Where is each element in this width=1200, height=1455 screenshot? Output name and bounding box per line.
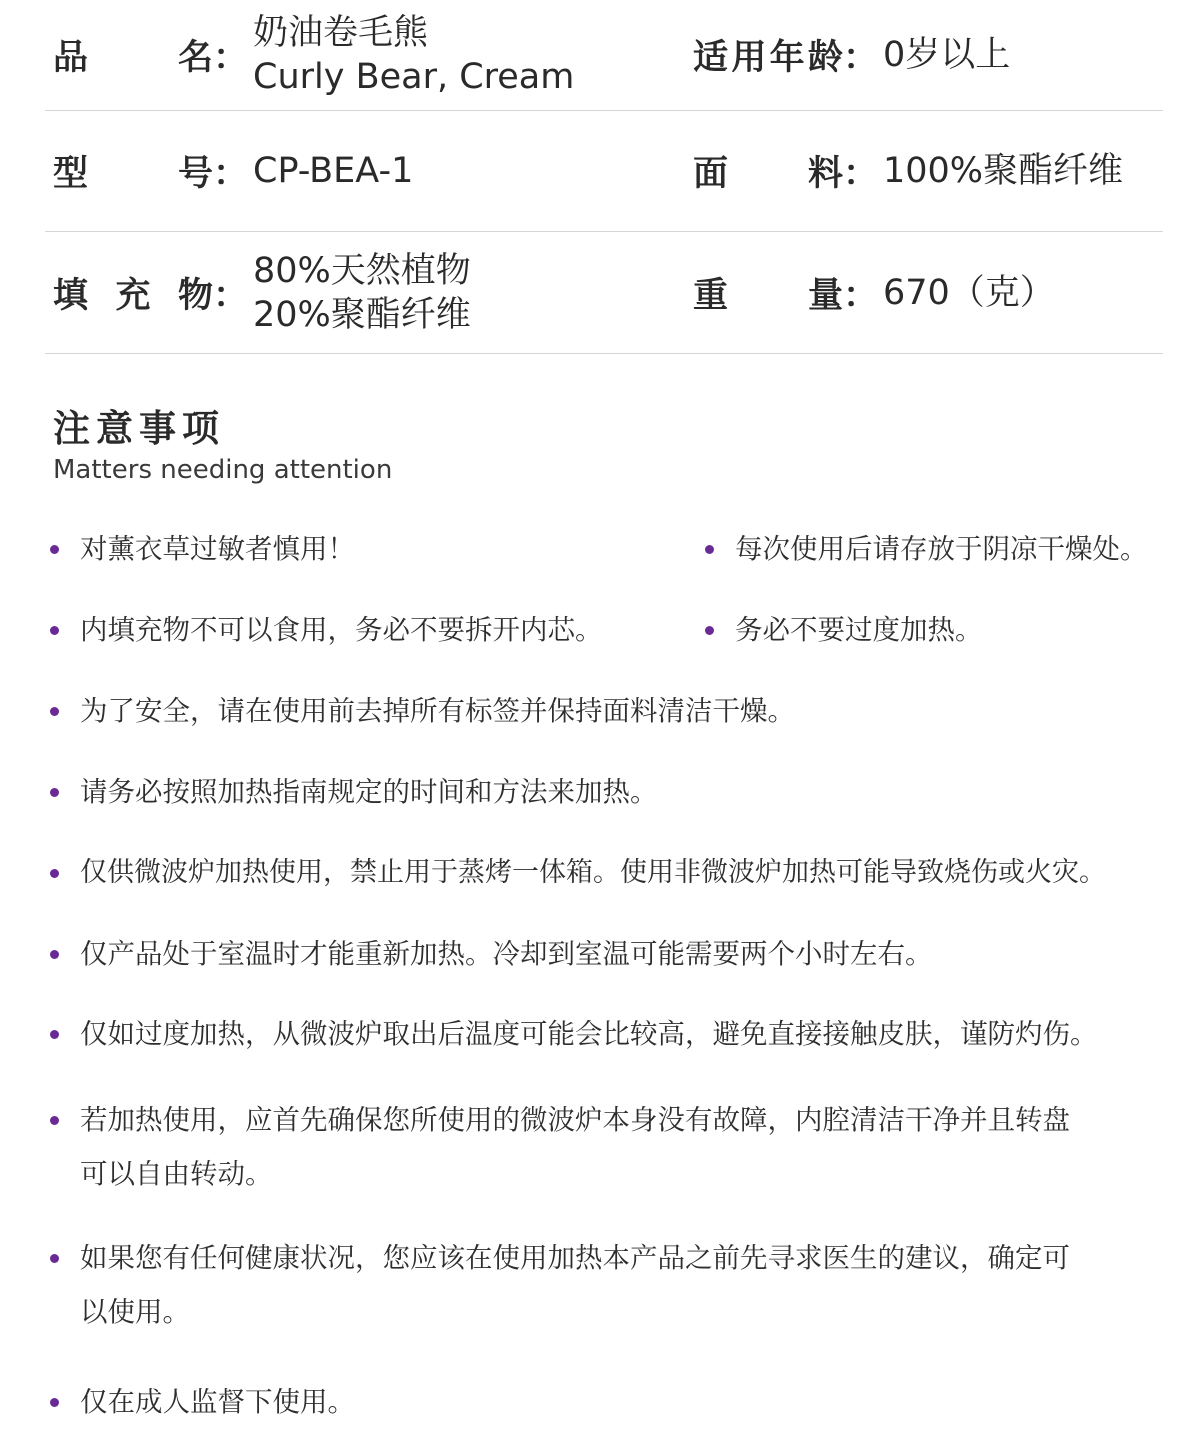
- spec-value-name: 奶油卷毛熊 Curly Bear, Cream: [253, 13, 575, 97]
- bullet-dot-icon: [50, 1254, 59, 1263]
- bullet-dot-icon: [50, 788, 59, 797]
- spec-label: 重 量: [693, 275, 843, 316]
- notes-title: 注意事项: [53, 407, 225, 450]
- bullet-dot-icon: [50, 1116, 59, 1125]
- spec-field-weight: [693, 232, 1055, 353]
- spec-field-model: [53, 111, 413, 231]
- spec-value-filling: 80%天然植物 20%聚酯纤维: [253, 250, 471, 335]
- spec-value-fabric: 100%聚酯纤维: [883, 151, 1124, 191]
- note-item: 内填充物不可以食用，务必不要拆开内芯。: [50, 603, 603, 657]
- spec-label: 型 号: [53, 154, 213, 194]
- spec-label: 品 名: [53, 38, 213, 78]
- note-item: 仅在成人监督下使用。: [50, 1375, 355, 1429]
- spec-colon: ：: [213, 38, 249, 78]
- bullet-dot-icon: [50, 707, 59, 716]
- spec-colon: ：: [843, 154, 879, 194]
- bullet-dot-icon: [705, 545, 714, 554]
- spec-row: [45, 111, 1163, 232]
- spec-label: 面 料: [693, 154, 843, 194]
- spec-value-age: 0岁以上: [883, 35, 1011, 75]
- note-item: 每次使用后请存放于阴凉干燥处。: [705, 522, 1148, 576]
- spec-table: [45, 0, 1163, 354]
- spec-label: 填 充 物: [53, 275, 213, 316]
- bullet-dot-icon: [50, 869, 59, 878]
- bullet-dot-icon: [50, 545, 59, 554]
- note-item: 仅如过度加热，从微波炉取出后温度可能会比较高，避免直接接触皮肤，谨防灼伤。: [50, 1007, 1098, 1061]
- note-item: 对薰衣草过敏者慎用！: [50, 522, 355, 576]
- note-item: 为了安全，请在使用前去掉所有标签并保持面料清洁干燥。: [50, 684, 795, 738]
- spec-colon: ：: [213, 275, 249, 316]
- note-item: 仅供微波炉加热使用，禁止用于蒸烤一体箱。使用非微波炉加热可能导致烧伤或火灾。: [50, 846, 1106, 900]
- spec-colon: ：: [843, 275, 879, 316]
- spec-field-filling: [53, 232, 471, 353]
- spec-colon: ：: [213, 154, 249, 194]
- spec-field-name: [53, 0, 574, 110]
- bullet-dot-icon: [50, 626, 59, 635]
- bullet-dot-icon: [50, 950, 59, 959]
- spec-field-fabric: [693, 111, 1123, 231]
- note-item: 仅产品处于室温时才能重新加热。冷却到室温可能需要两个小时左右。: [50, 927, 933, 981]
- spec-colon: ：: [843, 38, 879, 78]
- note-item: 若加热使用，应首先确保您所使用的微波炉本身没有故障，内腔清洁干净并且转盘 可以自由转动。: [50, 1093, 1070, 1201]
- spec-row: [45, 232, 1163, 354]
- bullet-dot-icon: [705, 626, 714, 635]
- bullet-dot-icon: [50, 1398, 59, 1407]
- spec-value-model: CP-BEA-1: [253, 151, 414, 191]
- note-item: 如果您有任何健康状况，您应该在使用加热本产品之前先寻求医生的建议，确定可 以使用。: [50, 1231, 1070, 1339]
- spec-field-age: [693, 0, 1010, 110]
- note-item: 请务必按照加热指南规定的时间和方法来加热。: [50, 765, 658, 819]
- spec-row: [45, 0, 1163, 111]
- notes-subtitle: Matters needing attention: [53, 455, 393, 485]
- note-item: 务必不要过度加热。: [705, 603, 983, 657]
- spec-value-weight: 670（克）: [883, 272, 1055, 313]
- bullet-dot-icon: [50, 1030, 59, 1039]
- spec-label: 适 用 年 龄: [693, 38, 843, 78]
